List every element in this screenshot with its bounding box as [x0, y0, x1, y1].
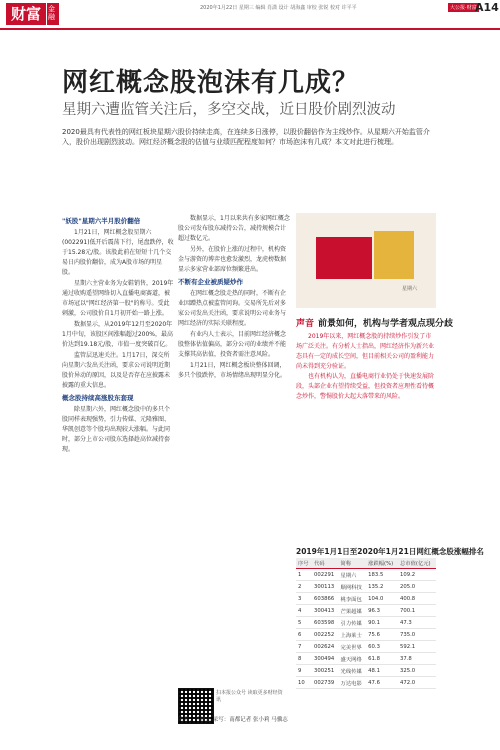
table-cell: 引力传媒: [339, 617, 367, 629]
table-cell: 592.1: [398, 641, 436, 653]
table-cell: 104.0: [366, 593, 398, 605]
table-cell: 万达电影: [339, 677, 367, 689]
table-header-cell: 总市值(亿元): [398, 558, 436, 569]
table-cell: 10: [296, 677, 312, 689]
table-cell: 75.6: [366, 629, 398, 641]
table-row: [296, 593, 436, 605]
table-cell: 300494: [312, 653, 339, 665]
table-cell: 47.3: [398, 617, 436, 629]
table-cell: 桃李面包: [339, 593, 367, 605]
table-cell: 4: [296, 605, 312, 617]
column-1: [62, 214, 174, 684]
article-lead: 2020最具有代表性的网红板块星期六股价持续走高，在连续多日涨停，以股价翻倍作为主线炒作。从星期六开始监管介入，股价出现剧烈波动。网红经济概念股的估值与业绩匹配程度如何？市场泡沫有几成？本文对此进行梳理。: [62, 128, 430, 146]
paragraph: 1月21日，网红概念股星期六(002291)低开后震荡下行，尾盘跌停，收于15.28元/股。该股此前在短短十几个交易日内股价翻倍，成为A股市场的明星股。: [62, 229, 174, 276]
paragraph: 数据显示，1月以来共有多家网红概念股公司发布股东减持公告，减持规模合计超过数亿元。: [178, 215, 290, 242]
article-title: 网红概念股泡沫有几成？: [62, 68, 360, 98]
table-header-cell: 序号: [296, 558, 312, 569]
page-header: [0, 0, 500, 30]
section-heading: "妖股"星期六半月股价翻倍: [62, 217, 141, 225]
header-tag: 大公报·财富: [450, 5, 477, 11]
column-2: [178, 214, 290, 734]
table-cell: 325.0: [398, 665, 436, 677]
table-cell: 472.0: [398, 677, 436, 689]
table-row: [296, 605, 436, 617]
section-heading: 概念股持续高涨股东套现: [62, 394, 134, 402]
qr-note: 扫本报公众号 读取更多财经资讯: [216, 690, 283, 703]
article-photo: [296, 213, 436, 308]
table-row: [296, 581, 436, 593]
table-row: [296, 653, 436, 665]
table-cell: 9: [296, 665, 312, 677]
table-cell: 顺网科技: [339, 581, 367, 593]
table-cell: 002739: [312, 677, 339, 689]
table-row: [296, 641, 436, 653]
paragraph: 也有机构认为，直播电商行业仍处于快速发展阶段，头部企业有望持续受益，但投资者应理性看待概念炒作，警惕股价大起大落带来的风险。: [296, 373, 435, 400]
header-info: 2020年1月22日 星期三 编辑 肖潇 设计 胡海鑫 审校 张锐 校对 许平平: [200, 5, 357, 11]
table-cell: 109.2: [398, 569, 436, 581]
table-cell: 47.6: [366, 677, 398, 689]
logo-sub: 金融: [47, 3, 59, 25]
table-header-row: [296, 558, 436, 569]
table-row: [296, 665, 436, 677]
paragraph: 数据显示，从2019年12月至2020年1月中旬，该股区间涨幅超过200%，最高价达到19.18元/股，市值一度突破百亿。: [62, 321, 173, 348]
paragraph: 有业内人士表示，目前网红经济概念股整体估值偏高，部分公司的业绩并不能支撑其高估值，投资者需注意风险。: [178, 331, 287, 358]
section-logo: [6, 3, 59, 25]
table-cell: 135.2: [366, 581, 398, 593]
table-row: [296, 629, 436, 641]
table-cell: 603866: [312, 593, 339, 605]
table-cell: 7: [296, 641, 312, 653]
table-cell: 603598: [312, 617, 339, 629]
table-header-cell: 简称: [339, 558, 367, 569]
table-row: [296, 569, 436, 581]
credit: 统筹：马骥志 采写：南都记者 张小莉 马骥志: [178, 717, 288, 723]
ranking-table: [296, 558, 436, 689]
paragraph: 除星期六外，网红概念股中的多只个股同样表现强势，引力传媒、元隆雅图、华凯创意等个股均出现较大涨幅。与此同时，部分上市公司股东选择趁高位减持套现。: [62, 406, 171, 453]
paragraph: 1月21日，网红概念板块整体回调，多只个股跌停，市场情绪出现明显分化。: [178, 362, 287, 379]
table-cell: 002291: [312, 569, 339, 581]
sidebar-heading: [296, 316, 457, 329]
page-number: A14: [475, 1, 499, 14]
table-cell: 37.8: [398, 653, 436, 665]
table-cell: 上海莱士: [339, 629, 367, 641]
table-body: [296, 569, 436, 689]
table-cell: 8: [296, 653, 312, 665]
table-cell: 61.8: [366, 653, 398, 665]
section-heading: 不断有企业被质疑炒作: [178, 278, 243, 286]
table-cell: 300113: [312, 581, 339, 593]
logo-main: 财富: [6, 3, 46, 25]
table-cell: 205.0: [398, 581, 436, 593]
table-cell: 96.3: [366, 605, 398, 617]
photo-shape: [374, 231, 414, 279]
sidebar-body: [296, 332, 436, 540]
table-cell: 星期六: [339, 569, 367, 581]
header-divider: [0, 28, 500, 30]
table-cell: 002252: [312, 629, 339, 641]
paragraph: 监管层迅速关注。1月17日，深交所向星期六发出关注函，要求公司说明近期股价异动的原因，以及是否存在应披露未披露的重大信息。: [62, 352, 171, 389]
table-cell: 735.0: [398, 629, 436, 641]
paragraph: 2019年以来，网红概念股的持续炒作引发了市场广泛关注。有分析人士指出，网红经济作为新兴业态具有一定的成长空间，但目前相关公司的盈利能力尚未得到充分验证。: [296, 333, 435, 370]
paragraph: 另外，在股价上涨的过程中，机构资金与游资的博弈也愈发激烈，龙虎榜数据显示多家营业部席位频繁进出。: [178, 246, 287, 273]
article-subtitle: 星期六遭监管关注后，多空交战，近日股价剧烈波动: [62, 102, 396, 118]
sidebar-label: 声音: [296, 319, 315, 329]
paragraph: 在网红概念股走热的同时，不断有企业因蹭热点被监管问询。交易所先后对多家公司发出关注函，要求说明公司业务与网红经济的实际关联程度。: [178, 290, 287, 327]
table-cell: 芒果超媒: [339, 605, 367, 617]
table-row: [296, 677, 436, 689]
table-cell: 400.8: [398, 593, 436, 605]
table-cell: 光线传媒: [339, 665, 367, 677]
table-cell: 6: [296, 629, 312, 641]
table-cell: 3: [296, 593, 312, 605]
paragraph: 星期六主营业务为女鞋销售，2019年通过收购遥望网络切入直播电商赛道，被市场冠以"网红经济第一股"的称号。受此刺激，公司股价自1月初开始一路上涨。: [62, 280, 174, 317]
table-cell: 48.1: [366, 665, 398, 677]
table-cell: 60.3: [366, 641, 398, 653]
table-row: [296, 617, 436, 629]
table-header-cell: 代码: [312, 558, 339, 569]
table-cell: 5: [296, 617, 312, 629]
table-cell: 完美世界: [339, 641, 367, 653]
table-cell: 2: [296, 581, 312, 593]
photo-shape: [316, 237, 372, 279]
table-header-cell: 涨跌幅(%): [366, 558, 398, 569]
sidebar-title: 前景如何，机构与学者观点现分歧: [318, 319, 454, 329]
table-title: 2019年1月1日至2020年1月21日网红概念股涨幅排名: [296, 547, 484, 556]
photo-caption: 星期六: [402, 286, 418, 292]
table-cell: 90.1: [366, 617, 398, 629]
table-cell: 300413: [312, 605, 339, 617]
table-cell: 盛天网络: [339, 653, 367, 665]
table-cell: 300251: [312, 665, 339, 677]
table-cell: 183.5: [366, 569, 398, 581]
table-cell: 1: [296, 569, 312, 581]
table-cell: 700.1: [398, 605, 436, 617]
table-cell: 002624: [312, 641, 339, 653]
